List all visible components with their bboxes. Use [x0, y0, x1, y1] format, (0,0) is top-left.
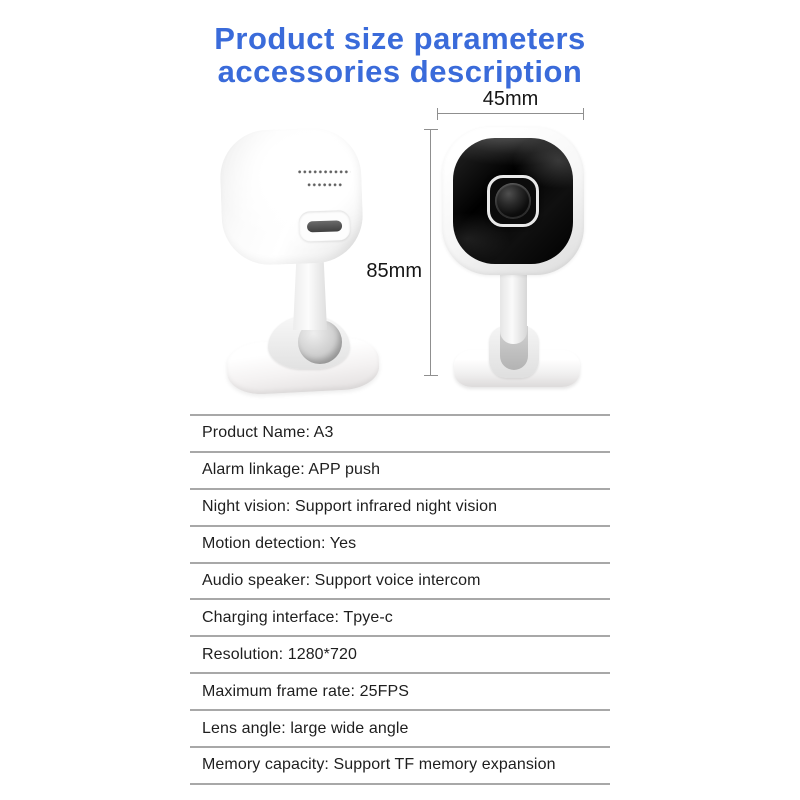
height-dimension-label: 85mm: [366, 260, 422, 282]
camera-front-bezel: [442, 127, 584, 275]
table-row: [190, 711, 610, 748]
spec-alarm-linkage: Alarm linkage: APP push: [202, 461, 381, 479]
table-row: [190, 490, 610, 527]
camera-front-neck: [500, 272, 527, 344]
usb-c-port-icon: [299, 210, 351, 242]
spec-night-vision: Night vision: Support infrared night vision: [202, 498, 498, 516]
table-row: [190, 416, 610, 453]
title-line-1: Product size parameters: [214, 21, 586, 56]
spec-resolution: Resolution: 1280*720: [202, 645, 358, 663]
height-dimension-line: [430, 129, 431, 376]
spec-motion-detection: Motion detection: Yes: [202, 535, 357, 553]
spec-charging-interface: Charging interface: Tpye-c: [202, 608, 393, 626]
camera-front-panel: [453, 138, 573, 264]
width-dimension-line: [437, 113, 584, 114]
camera-lens-frame: [487, 175, 539, 227]
camera-back-body: [219, 127, 365, 267]
table-row: [190, 564, 610, 601]
table-row: [190, 527, 610, 564]
camera-lens-icon: [495, 183, 531, 219]
table-row: [190, 600, 610, 637]
usb-c-slot: [307, 220, 342, 232]
spec-memory-capacity: Memory capacity: Support TF memory expansion: [202, 756, 556, 774]
table-row: [190, 453, 610, 490]
spec-audio-speaker: Audio speaker: Support voice intercom: [202, 572, 481, 589]
speaker-holes-icon: [307, 182, 344, 188]
spec-frame-rate: Maximum frame rate: 25FPS: [202, 682, 409, 700]
spec-table: [190, 414, 610, 785]
table-row: [190, 637, 610, 674]
table-row: [190, 674, 610, 711]
spec-lens-angle: Lens angle: large wide angle: [202, 719, 409, 737]
table-row: [190, 748, 610, 785]
camera-back-neck: [293, 258, 327, 330]
title-line-2: accessories description: [217, 54, 583, 89]
speaker-holes-icon: [297, 169, 350, 175]
spec-product-name: Product Name: A3: [202, 424, 334, 442]
width-dimension-label: 45mm: [482, 88, 539, 110]
